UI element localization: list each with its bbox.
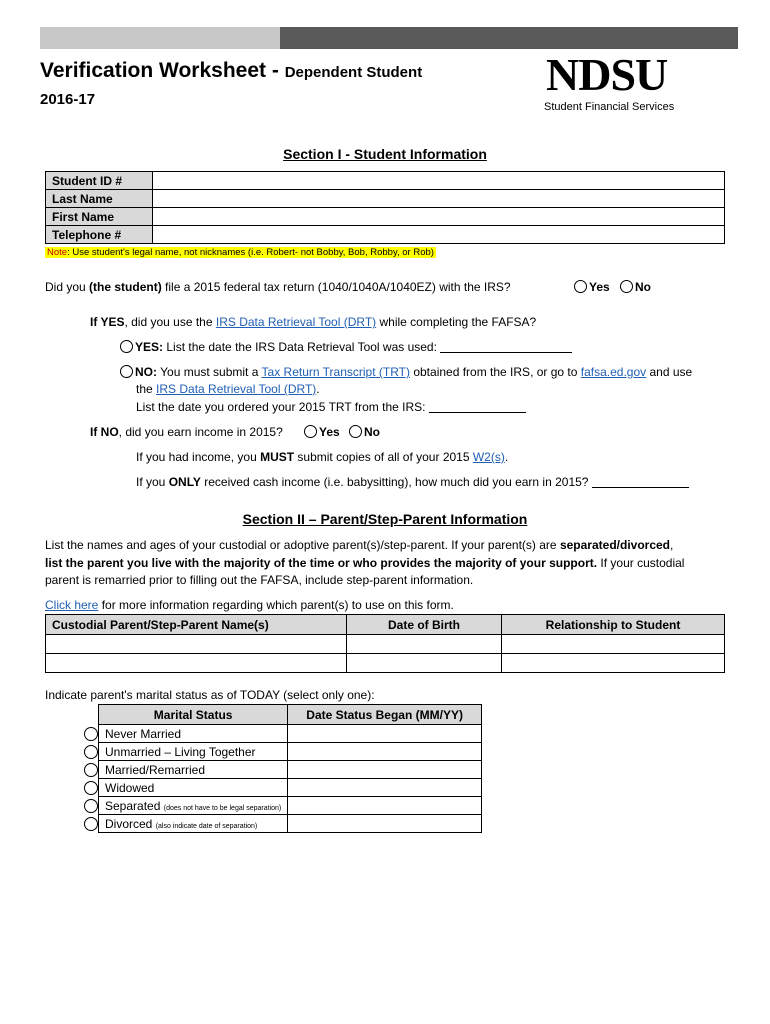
parent-dob-cell[interactable]: [347, 635, 502, 654]
cash-income-field[interactable]: [592, 475, 689, 488]
table-row: [99, 725, 482, 743]
trt-date-line: List the date you ordered your 2015 TRT from the IRS:: [136, 400, 526, 414]
header-bar-left: [40, 27, 280, 49]
table-row: [46, 226, 725, 244]
award-year: 2016-17: [40, 91, 96, 108]
cash-income-question: If you ONLY received cash income (i.e. babysitting), how much did you earn in 2015?: [136, 475, 689, 489]
field-label: Telephone #: [46, 226, 153, 244]
table-row: [46, 635, 725, 654]
first-name-input[interactable]: [153, 208, 725, 226]
radio-icon[interactable]: [120, 365, 133, 378]
unmarried-radio[interactable]: [84, 745, 98, 759]
parent-instructions-1: List the names and ages of your custodial or adoptive parent(s)/step-parent. If your parent(s) are separated/divorced,: [45, 538, 674, 552]
student-info-table: [45, 171, 725, 244]
trt-date-field[interactable]: [429, 400, 526, 413]
header-bar-right: [280, 27, 738, 49]
drt-question: If YES, did you use the IRS Data Retrieval Tool (DRT) while completing the FAFSA?: [90, 315, 537, 329]
table-row: [99, 815, 482, 833]
parent-instructions-3: parent is remarried prior to filling out the FAFSA, include step-parent information.: [45, 573, 474, 587]
parent-relationship-cell[interactable]: [502, 635, 725, 654]
legal-name-note: Note: Use student's legal name, not nicknames (i.e. Robert- not Bobby, Bob, Robby, or Rob): [47, 247, 434, 258]
drt-link-2[interactable]: IRS Data Retrieval Tool (DRT): [156, 382, 317, 396]
parent-dob-cell[interactable]: [347, 654, 502, 673]
field-label: First Name: [46, 208, 153, 226]
table-row: [46, 654, 725, 673]
divorced-radio[interactable]: [84, 817, 98, 831]
parent-relationship-cell[interactable]: [502, 654, 725, 673]
logo-subtitle: Student Financial Services: [544, 101, 675, 113]
radio-icon[interactable]: [304, 425, 317, 438]
married-radio[interactable]: [84, 763, 98, 777]
radio-icon[interactable]: [120, 340, 133, 353]
table-row: [99, 761, 482, 779]
radio-icon[interactable]: [620, 280, 633, 293]
widowed-radio[interactable]: [84, 781, 98, 795]
status-date-cell[interactable]: [288, 815, 482, 833]
click-here-line: Click here for more information regarding which parent(s) to use on this form.: [45, 598, 454, 612]
fafsa-link[interactable]: fafsa.ed.gov: [580, 365, 647, 379]
column-header: Date Status Began (MM/YY): [288, 705, 482, 725]
status-label: Widowed: [99, 779, 288, 797]
telephone-input[interactable]: [153, 226, 725, 244]
tax-return-question: Did you (the student) file a 2015 federal tax return (1040/1040A/1040EZ) with the IRS?: [45, 280, 511, 294]
status-label: Never Married: [99, 725, 288, 743]
trt-link[interactable]: Tax Return Transcript (TRT): [261, 365, 410, 379]
drt-no-option-cont: the IRS Data Retrieval Tool (DRT).: [136, 382, 320, 396]
income-yes-option[interactable]: Yes: [304, 425, 340, 439]
column-header: Custodial Parent/Step-Parent Name(s): [46, 615, 347, 635]
page-title: Verification Worksheet - Dependent Student: [40, 59, 423, 82]
table-row: [46, 172, 725, 190]
w2-instruction: If you had income, you MUST submit copies of all of your 2015 W2(s).: [136, 450, 509, 464]
parent-table: [45, 614, 725, 673]
ndsu-logo: NDSU: [546, 49, 668, 100]
marital-status-table: [98, 704, 482, 833]
table-header-row: [99, 705, 482, 725]
status-date-cell[interactable]: [288, 779, 482, 797]
parent-name-cell[interactable]: [46, 654, 347, 673]
tax-return-yes-option[interactable]: Yes: [574, 280, 610, 294]
parent-instructions-2: list the parent you live with the majority of the time or who provides the majority of your support. If your custodial: [45, 556, 685, 570]
field-label: Last Name: [46, 190, 153, 208]
w2-link[interactable]: W2(s): [472, 450, 505, 464]
status-date-cell[interactable]: [288, 761, 482, 779]
table-header-row: [46, 615, 725, 635]
student-id-input[interactable]: [153, 172, 725, 190]
table-row: [46, 208, 725, 226]
section-2-title: Section II – Parent/Step-Parent Information: [242, 511, 528, 527]
table-row: [99, 797, 482, 815]
table-row: [99, 779, 482, 797]
click-here-link[interactable]: Click here: [45, 598, 99, 612]
marital-status-prompt: Indicate parent's marital status as of TODAY (select only one):: [45, 688, 375, 702]
column-header: Relationship to Student: [502, 615, 725, 635]
status-label: Married/Remarried: [99, 761, 288, 779]
never-married-radio[interactable]: [84, 727, 98, 741]
field-label: Student ID #: [46, 172, 153, 190]
last-name-input[interactable]: [153, 190, 725, 208]
income-question: If NO, did you earn income in 2015?: [90, 425, 283, 439]
income-no-option[interactable]: No: [349, 425, 380, 439]
drt-yes-option: YES: List the date the IRS Data Retrieval Tool was used:: [120, 340, 572, 354]
section-1-title: Section I - Student Information: [283, 146, 487, 162]
column-header: Date of Birth: [347, 615, 502, 635]
parent-name-cell[interactable]: [46, 635, 347, 654]
column-header: Marital Status: [99, 705, 288, 725]
status-date-cell[interactable]: [288, 797, 482, 815]
separated-radio[interactable]: [84, 799, 98, 813]
radio-icon[interactable]: [574, 280, 587, 293]
table-row: [46, 190, 725, 208]
drt-no-option: NO: You must submit a Tax Return Transcript (TRT) obtained from the IRS, or go to fafsa.ed.gov and use: [120, 365, 692, 379]
radio-icon[interactable]: [349, 425, 362, 438]
status-label: Separated (does not have to be legal separation): [99, 797, 288, 815]
drt-link[interactable]: IRS Data Retrieval Tool (DRT): [215, 315, 377, 329]
drt-date-field[interactable]: [440, 340, 572, 353]
table-row: [99, 743, 482, 761]
tax-return-no-option[interactable]: No: [620, 280, 651, 294]
status-date-cell[interactable]: [288, 725, 482, 743]
status-label: Unmarried – Living Together: [99, 743, 288, 761]
status-label: Divorced (also indicate date of separation): [99, 815, 288, 833]
status-date-cell[interactable]: [288, 743, 482, 761]
